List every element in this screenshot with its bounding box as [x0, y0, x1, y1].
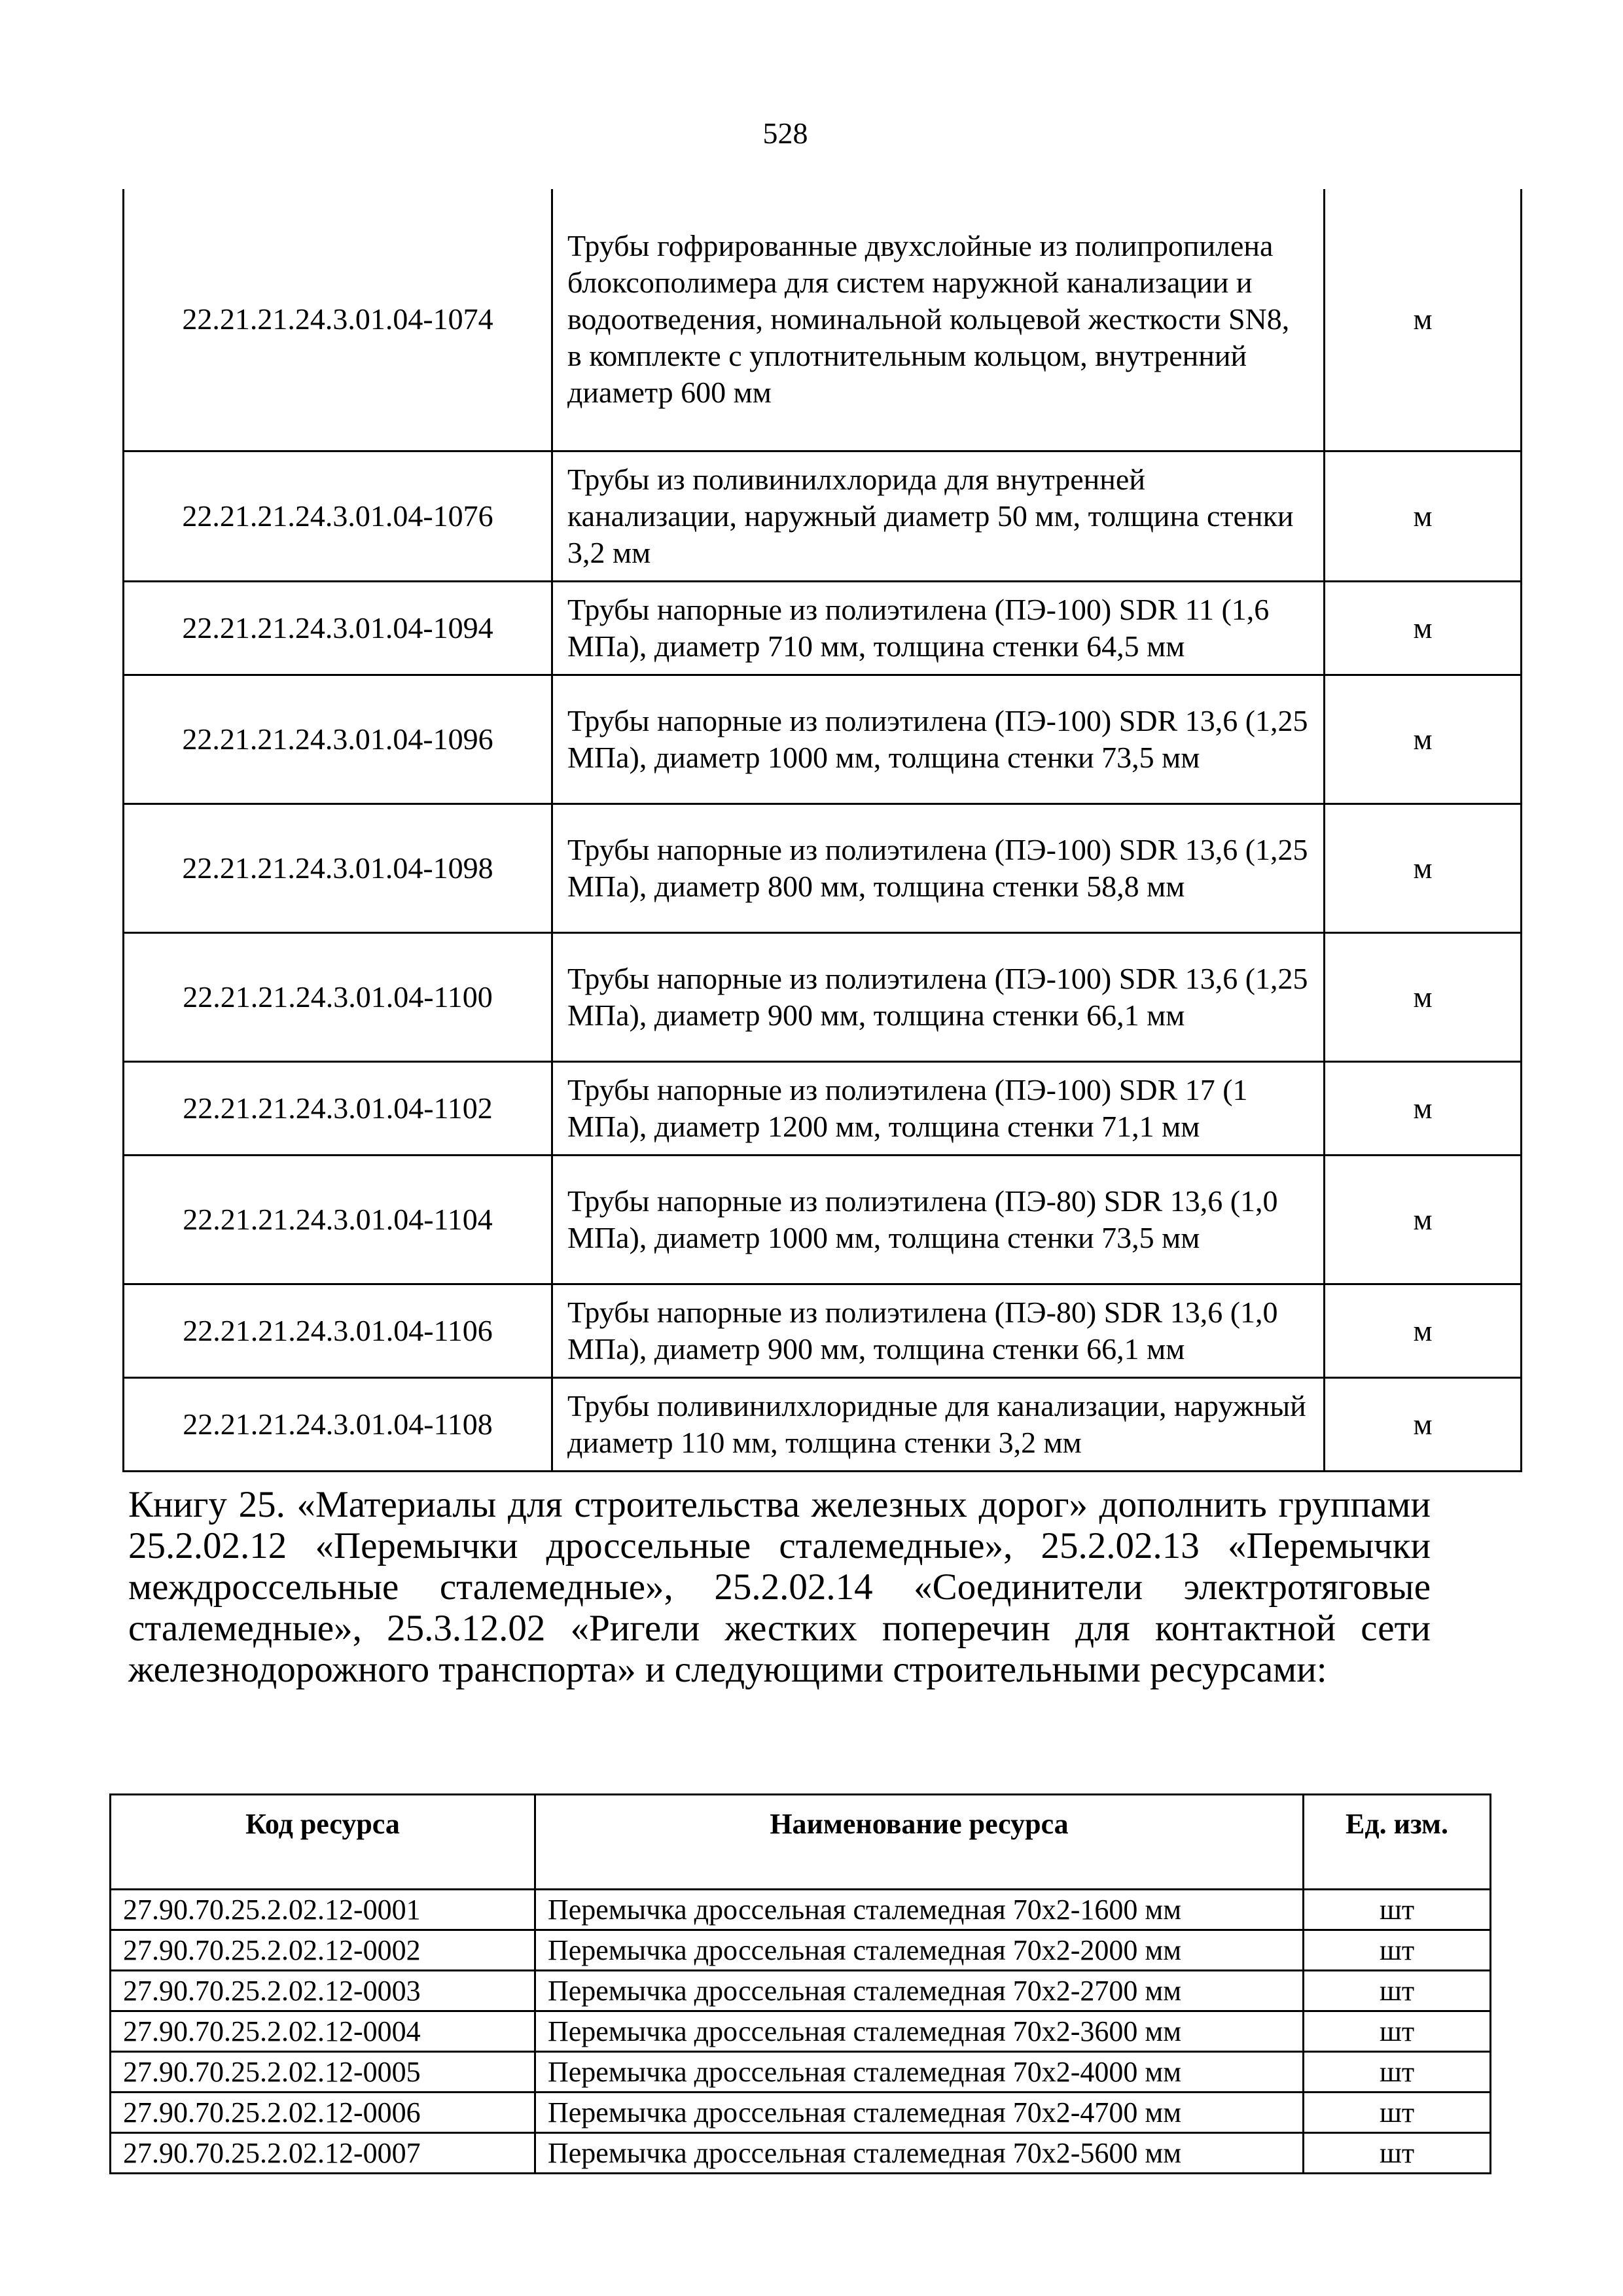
resources-table-continued: [122, 189, 1522, 1472]
resource-code: 22.21.21.24.3.01.04-1100: [124, 932, 552, 1061]
resource-code: 27.90.70.25.2.02.12-0003: [111, 1971, 535, 2011]
resource-unit: м: [1325, 1377, 1522, 1471]
resource-code: 27.90.70.25.2.02.12-0005: [111, 2052, 535, 2093]
amendment-paragraph: Книгу 25. «Материалы для строительства железных дорог» дополнить группами 25.2.02.12 «Перемычки дроссельные сталемедные», 25.2.02.13 «Перемычки междроссельные сталемедные», 25.2.02.14 «Соединители электротяговые сталемедные», 25.3.12.02 «Ригели жестких поперечин для контактной сети железнодорожного транспорта» и следующими строительными ресурсами:: [128, 1484, 1431, 1690]
table-row: [124, 804, 1522, 932]
resource-name: Трубы из поливинилхлорида для внутренней канализации, наружный диаметр 50 мм, толщина стенки 3,2 мм: [552, 451, 1325, 581]
resource-name: Трубы поливинилхлоридные для канализации, наружный диаметр 110 мм, толщина стенки 3,2 мм: [552, 1377, 1325, 1471]
resource-name: Перемычка дроссельная сталемедная 70х2-4700 мм: [535, 2093, 1304, 2133]
resource-unit: м: [1325, 1061, 1522, 1155]
resource-unit: шт: [1304, 2011, 1491, 2052]
resource-name: Трубы напорные из полиэтилена (ПЭ-100) SDR 13,6 (1,25 МПа), диаметр 900 мм, толщина стенки 66,1 мм: [552, 932, 1325, 1061]
table-row: [111, 2052, 1491, 2093]
resource-unit: шт: [1304, 2093, 1491, 2133]
table-row: [111, 1930, 1491, 1971]
resource-unit: шт: [1304, 1890, 1491, 1930]
resource-code: 22.21.21.24.3.01.04-1096: [124, 675, 552, 804]
resource-name: Трубы напорные из полиэтилена (ПЭ-100) SDR 13,6 (1,25 МПа), диаметр 1000 мм, толщина стенки 73,5 мм: [552, 675, 1325, 804]
resource-unit: м: [1325, 581, 1522, 675]
resource-unit: шт: [1304, 2052, 1491, 2093]
resource-unit: м: [1325, 451, 1522, 581]
header-name: Наименование ресурса: [535, 1795, 1304, 1890]
new-resources-table: [109, 1793, 1491, 2174]
table-row: [124, 1284, 1522, 1377]
resource-code: 27.90.70.25.2.02.12-0001: [111, 1890, 535, 1930]
resource-code: 27.90.70.25.2.02.12-0007: [111, 2133, 535, 2174]
table-row: [124, 675, 1522, 804]
resource-code: 22.21.21.24.3.01.04-1076: [124, 451, 552, 581]
resource-unit: м: [1325, 932, 1522, 1061]
resource-name: Трубы гофрированные двухслойные из полипропилена блоксополимера для систем наружной канализации и водоотведения, номинальной кольцевой жесткости SN8, в комплекте с уплотнительным кольцом, внутренний диаметр 600 мм: [552, 189, 1325, 451]
header-code: Код ресурса: [111, 1795, 535, 1890]
resource-unit: м: [1325, 189, 1522, 451]
table-header-row: [111, 1795, 1491, 1890]
resource-code: 27.90.70.25.2.02.12-0004: [111, 2011, 535, 2052]
resource-code: 22.21.21.24.3.01.04-1094: [124, 581, 552, 675]
resource-unit: м: [1325, 804, 1522, 932]
resource-code: 22.21.21.24.3.01.04-1108: [124, 1377, 552, 1471]
table-row: [111, 1971, 1491, 2011]
resource-name: Перемычка дроссельная сталемедная 70х2-2000 мм: [535, 1930, 1304, 1971]
resource-code: 22.21.21.24.3.01.04-1106: [124, 1284, 552, 1377]
resource-name: Трубы напорные из полиэтилена (ПЭ-80) SDR 13,6 (1,0 МПа), диаметр 900 мм, толщина стенки 66,1 мм: [552, 1284, 1325, 1377]
resource-name: Трубы напорные из полиэтилена (ПЭ-100) SDR 17 (1 МПа), диаметр 1200 мм, толщина стенки 71,1 мм: [552, 1061, 1325, 1155]
resource-unit: м: [1325, 675, 1522, 804]
resource-code: 22.21.21.24.3.01.04-1102: [124, 1061, 552, 1155]
table-row: [124, 451, 1522, 581]
table-row: [124, 581, 1522, 675]
resource-unit: м: [1325, 1284, 1522, 1377]
table-row: [124, 1155, 1522, 1284]
resource-code: 22.21.21.24.3.01.04-1074: [124, 189, 552, 451]
page-number: 528: [762, 116, 808, 150]
table-row: [111, 2133, 1491, 2174]
resource-name: Перемычка дроссельная сталемедная 70х2-3600 мм: [535, 2011, 1304, 2052]
header-unit: Ед. изм.: [1304, 1795, 1491, 1890]
table-row: [124, 932, 1522, 1061]
table-row: [111, 1890, 1491, 1930]
resource-code: 22.21.21.24.3.01.04-1098: [124, 804, 552, 932]
resource-code: 27.90.70.25.2.02.12-0002: [111, 1930, 535, 1971]
resource-name: Перемычка дроссельная сталемедная 70х2-1600 мм: [535, 1890, 1304, 1930]
resource-code: 22.21.21.24.3.01.04-1104: [124, 1155, 552, 1284]
resource-name: Трубы напорные из полиэтилена (ПЭ-100) SDR 13,6 (1,25 МПа), диаметр 800 мм, толщина стенки 58,8 мм: [552, 804, 1325, 932]
table-row: [111, 2011, 1491, 2052]
table-row: [111, 2093, 1491, 2133]
resource-code: 27.90.70.25.2.02.12-0006: [111, 2093, 535, 2133]
table-row: [124, 189, 1522, 451]
resource-unit: шт: [1304, 1971, 1491, 2011]
resource-name: Трубы напорные из полиэтилена (ПЭ-80) SDR 13,6 (1,0 МПа), диаметр 1000 мм, толщина стенки 73,5 мм: [552, 1155, 1325, 1284]
resource-name: Перемычка дроссельная сталемедная 70х2-5600 мм: [535, 2133, 1304, 2174]
resource-name: Перемычка дроссельная сталемедная 70х2-4000 мм: [535, 2052, 1304, 2093]
resource-unit: шт: [1304, 2133, 1491, 2174]
resource-name: Перемычка дроссельная сталемедная 70х2-2700 мм: [535, 1971, 1304, 2011]
resource-unit: шт: [1304, 1930, 1491, 1971]
table-row: [124, 1061, 1522, 1155]
resource-unit: м: [1325, 1155, 1522, 1284]
table-row: [124, 1377, 1522, 1471]
resource-name: Трубы напорные из полиэтилена (ПЭ-100) SDR 11 (1,6 МПа), диаметр 710 мм, толщина стенки 64,5 мм: [552, 581, 1325, 675]
